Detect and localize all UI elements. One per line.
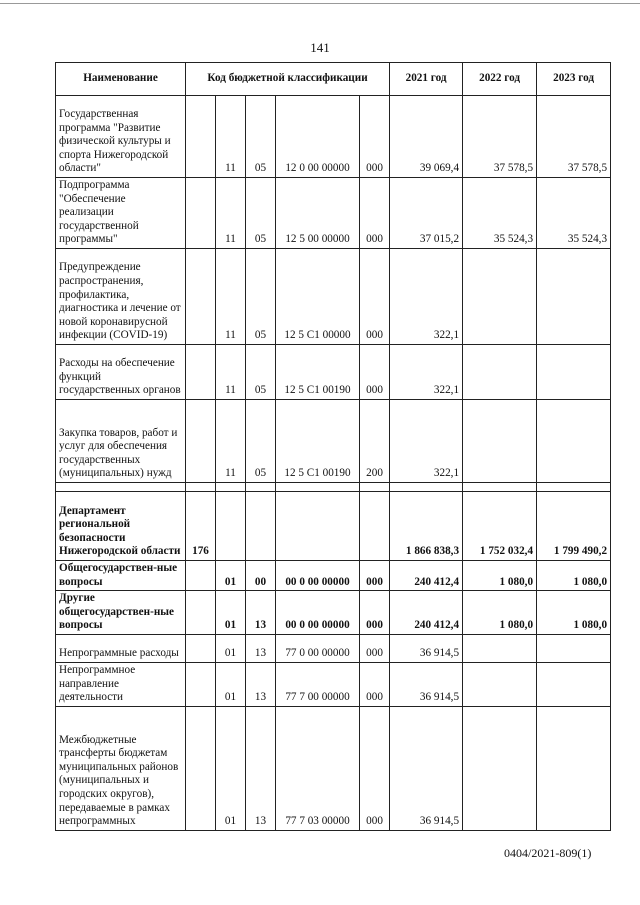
row-name: Департамент региональной безопасности Нижегородской области [56,491,186,560]
row-2022: 35 524,3 [463,178,537,249]
header-code: Код бюджетной классификации [186,63,390,96]
row-type: 000 [360,706,390,830]
row-name: Закупка товаров, работ и услуг для обеспечения государственных (муниципальных) нужд [56,399,186,482]
row-dept [186,662,216,706]
table-row [56,662,611,706]
row-target [276,491,360,560]
row-section: 01 [216,591,246,635]
row-2022: 1 752 032,4 [463,491,537,560]
row-section: 11 [216,248,246,344]
row-2021: 37 015,2 [390,178,463,249]
row-type: 000 [360,662,390,706]
row-dept [186,591,216,635]
row-2023 [537,706,611,830]
row-2023: 1 080,0 [537,591,611,635]
row-dept: 176 [186,491,216,560]
row-subsection: 05 [246,96,276,178]
row-target: 12 0 00 00000 [276,96,360,178]
row-2022: 1 080,0 [463,591,537,635]
row-2021: 322,1 [390,248,463,344]
row-target: 12 5 00 00000 [276,178,360,249]
row-target: 77 7 00 00000 [276,662,360,706]
row-dept [186,178,216,249]
row-2023 [537,248,611,344]
table-row [56,634,611,662]
row-name: Другие общегосударствен-ные вопросы [56,591,186,635]
row-2023: 35 524,3 [537,178,611,249]
header-row [56,63,611,96]
row-target: 12 5 С1 00190 [276,344,360,399]
row-dept [186,248,216,344]
row-2021: 240 412,4 [390,560,463,590]
row-name: Общегосударствен-ные вопросы [56,560,186,590]
row-name: Государственная программа "Развитие физической культуры и спорта Нижегородской области" [56,96,186,178]
row-target: 00 0 00 00000 [276,560,360,590]
row-2021: 36 914,5 [390,634,463,662]
row-2021: 322,1 [390,399,463,482]
row-section: 01 [216,662,246,706]
header-2022: 2022 год [463,63,537,96]
row-2023 [537,399,611,482]
header-name: Наименование [56,63,186,96]
row-2023: 1 080,0 [537,560,611,590]
spacer-cell [360,482,390,491]
page-number: 141 [310,40,330,55]
row-subsection: 13 [246,591,276,635]
row-2023: 1 799 490,2 [537,491,611,560]
row-2021: 39 069,4 [390,96,463,178]
row-section: 01 [216,560,246,590]
row-type [360,491,390,560]
header-2021: 2021 год [390,63,463,96]
row-dept [186,399,216,482]
spacer-cell [56,482,186,491]
row-target: 77 7 03 00000 [276,706,360,830]
row-type: 200 [360,399,390,482]
row-subsection: 13 [246,634,276,662]
row-2023: 37 578,5 [537,96,611,178]
row-2022: 1 080,0 [463,560,537,590]
row-type: 000 [360,560,390,590]
row-2023 [537,634,611,662]
row-section: 01 [216,634,246,662]
row-2022 [463,662,537,706]
header-2023: 2023 год [537,63,611,96]
spacer-cell [246,482,276,491]
row-type: 000 [360,178,390,249]
row-subsection: 05 [246,248,276,344]
table-row [56,178,611,249]
row-target: 12 5 С1 00190 [276,399,360,482]
spacer-cell [216,482,246,491]
row-type: 000 [360,96,390,178]
table-row [56,591,611,635]
row-dept [186,706,216,830]
row-target: 12 5 С1 00000 [276,248,360,344]
row-name: Межбюджетные трансферты бюджетам муниципальных районов (муниципальных и городских округов), передаваемые в рамках непрограммных [56,706,186,830]
spacer-row [56,482,611,491]
row-2022 [463,248,537,344]
row-2021: 322,1 [390,344,463,399]
table-row [56,248,611,344]
row-2022 [463,706,537,830]
row-section: 01 [216,706,246,830]
row-dept [186,344,216,399]
row-type: 000 [360,591,390,635]
top-rule [0,3,640,4]
row-2023 [537,662,611,706]
spacer-cell [186,482,216,491]
row-dept [186,96,216,178]
row-target: 00 0 00 00000 [276,591,360,635]
row-subsection [246,491,276,560]
table-row [56,491,611,560]
row-subsection: 13 [246,706,276,830]
row-name: Подпрограмма "Обеспечение реализации государственной программы" [56,178,186,249]
document-code: 0404/2021-809(1) [504,846,592,860]
row-type: 000 [360,634,390,662]
row-name: Расходы на обеспечение функций государственных органов [56,344,186,399]
row-2022 [463,634,537,662]
row-2023 [537,344,611,399]
table-row [56,560,611,590]
table-row [56,344,611,399]
spacer-cell [276,482,360,491]
row-2022 [463,344,537,399]
table-row [56,399,611,482]
row-subsection: 05 [246,178,276,249]
row-target: 77 0 00 00000 [276,634,360,662]
spacer-cell [537,482,611,491]
table-body [56,96,611,831]
row-2021: 36 914,5 [390,662,463,706]
row-subsection: 13 [246,662,276,706]
row-type: 000 [360,344,390,399]
row-section: 11 [216,399,246,482]
table-row [56,706,611,830]
row-2022: 37 578,5 [463,96,537,178]
row-name: Предупреждение распространения, профилактика, диагностика и лечение от новой коронавирусной инфекции (COVID-19) [56,248,186,344]
row-section: 11 [216,96,246,178]
row-section: 11 [216,178,246,249]
row-subsection: 05 [246,344,276,399]
row-2022 [463,399,537,482]
row-section [216,491,246,560]
table-row [56,96,611,178]
row-2021: 240 412,4 [390,591,463,635]
row-subsection: 00 [246,560,276,590]
row-dept [186,560,216,590]
row-2021: 1 866 838,3 [390,491,463,560]
row-dept [186,634,216,662]
row-2021: 36 914,5 [390,706,463,830]
spacer-cell [463,482,537,491]
budget-table [55,62,611,831]
row-name: Непрограммные расходы [56,634,186,662]
spacer-cell [390,482,463,491]
row-name: Непрограммное направление деятельности [56,662,186,706]
row-subsection: 05 [246,399,276,482]
row-type: 000 [360,248,390,344]
row-section: 11 [216,344,246,399]
